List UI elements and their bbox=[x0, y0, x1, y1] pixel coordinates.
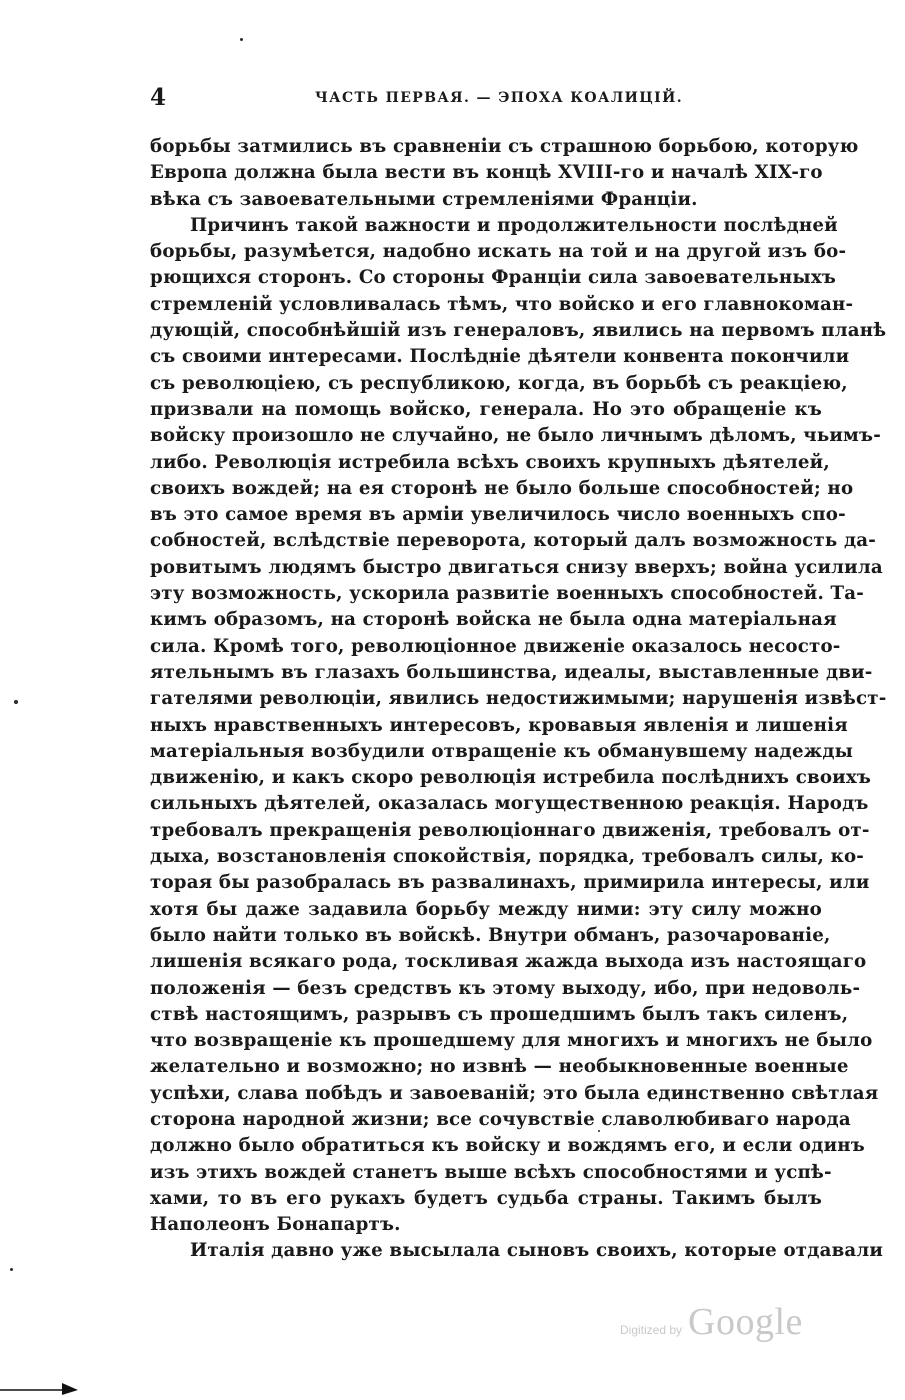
paragraph-start-line: Италія давно уже высылала сыновъ своихъ, которые отдавали bbox=[190, 1240, 884, 1262]
text-line: войску произошло не случайно, не было личнымъ дѣломъ, чьимъ- bbox=[150, 425, 881, 447]
text-line: дыха, возстановленія спокойствія, порядка, требовалъ силы, ко- bbox=[150, 846, 865, 868]
text-line: вѣка съ завоевательными стремленіями Франціи. bbox=[150, 188, 698, 210]
text-line: положенія — безъ средствъ къ этому выходу, ибо, при недоволь- bbox=[150, 977, 861, 999]
text-line: лишенія всякаго рода, тоскливая жажда выхода изъ настоящаго bbox=[150, 951, 867, 973]
text-line: своихъ вождей; на ея сторонѣ не было больше способностей; но bbox=[150, 477, 854, 499]
text-line: должно было обратиться къ войску и вождямъ его, и если одинъ bbox=[150, 1135, 865, 1157]
text-line: стремленій условливалась тѣмъ, что войско и его главнокоман- bbox=[150, 293, 854, 315]
text-line: рющихся сторонъ. Со стороны Франціи сила завоевательныхъ bbox=[150, 267, 837, 289]
text-line: эту возможность, ускорила развитіе военныхъ способностей. Та- bbox=[150, 583, 864, 605]
text-line: въ это самое время въ арміи увеличилось число военныхъ спо- bbox=[150, 504, 846, 526]
text-line: изъ этихъ вождей станетъ выше всѣхъ способностями и успѣ- bbox=[150, 1161, 832, 1183]
text-line: съ своими интересами. Послѣдніе дѣятели конвента покончили bbox=[150, 346, 850, 368]
running-head: ЧАСТЬ ПЕРВАЯ. — ЭПОХА КОАЛИЦІЙ. bbox=[315, 90, 684, 106]
text-line: сторона народной жизни; все сочувствіе славолюбиваго народа bbox=[150, 1108, 851, 1130]
watermark-google-logo: Google bbox=[688, 1301, 803, 1343]
text-line: движенію, и какъ скоро революція истребила послѣднихъ своихъ bbox=[150, 767, 872, 789]
scan-speck bbox=[598, 1130, 600, 1132]
text-line: Европа должна была вести въ концѣ XVIII-го и началѣ XIX-го bbox=[150, 162, 823, 184]
text-line: матеріальныя возбудили отвращеніе къ обманувшему надежды bbox=[150, 740, 854, 762]
text-line: ятельнымъ въ глазахъ большинства, идеалы, выставленные дви- bbox=[150, 661, 873, 683]
text-line: что возвращеніе къ прошедшему для многихъ и многихъ не было bbox=[150, 1030, 873, 1052]
text-line: съ революціею, съ республикою, когда, въ борьбѣ съ реакціею, bbox=[150, 372, 848, 394]
paragraph-start-line: Причинъ такой важности и продолжительности послѣдней bbox=[190, 214, 838, 236]
text-line: призвали на помощь войско, генерала. Но это обращеніе къ bbox=[150, 398, 822, 420]
corner-arrow-icon bbox=[0, 1381, 80, 1395]
text-line: хотя бы даже задавила борьбу между ними: эту силу можно bbox=[150, 898, 822, 920]
page-number: 4 bbox=[150, 84, 167, 111]
scan-speck bbox=[10, 1268, 13, 1271]
text-line: сила. Кромѣ того, революціонное движеніе оказалось несосто- bbox=[150, 635, 841, 657]
google-watermark bbox=[620, 1300, 803, 1344]
text-line: дующій, способнѣйшій изъ генераловъ, явились на первомъ планѣ bbox=[150, 320, 887, 342]
text-line: было найти только въ войскѣ. Внутри обманъ, разочарованіе, bbox=[150, 924, 831, 946]
text-line: собностей, вслѣдствіе переворота, который далъ возможность да- bbox=[150, 530, 877, 552]
watermark-digitized-label: Digitized by bbox=[620, 1323, 683, 1337]
text-line: успѣхи, слава побѣдъ и завоеваній; это была единственно свѣтлая bbox=[150, 1082, 879, 1104]
text-line: требовалъ прекращенія революціоннаго движенія, требовалъ от- bbox=[150, 819, 870, 841]
body-text bbox=[150, 134, 887, 1265]
text-line: сильныхъ дѣятелей, оказалась могущественною реакція. Народъ bbox=[150, 793, 869, 815]
text-line: либо. Революція истребила всѣхъ своихъ крупныхъ дѣятелей, bbox=[150, 451, 830, 473]
text-line: хами, то въ его рукахъ будетъ судьба страны. Такимъ былъ bbox=[150, 1187, 822, 1209]
text-line: ствѣ настоящимъ, разрывъ съ прошедшимъ былъ такъ силенъ, bbox=[150, 1003, 849, 1025]
text-line: ныхъ нравственныхъ интересовъ, кровавыя явленія и лишенія bbox=[150, 714, 848, 736]
text-line: ровитымъ людямъ быстро двигаться снизу вверхъ; война усилила bbox=[150, 556, 883, 578]
text-line: Наполеонъ Бонапартъ. bbox=[150, 1214, 401, 1236]
text-line: торая бы разобралась въ развалинахъ, примирила интересы, или bbox=[150, 872, 870, 894]
text-line: желательно и возможно; но извнѣ — необыкновенные военные bbox=[150, 1056, 849, 1078]
text-line: кимъ образомъ, на сторонѣ войска не была одна матеріальная bbox=[150, 609, 837, 631]
text-line: борьбы затмились въ сравненіи съ страшною борьбою, которую bbox=[150, 136, 859, 157]
text-line: гателями революціи, явились недостижимыми; нарушенія извѣст- bbox=[150, 688, 887, 710]
page-header bbox=[150, 84, 822, 110]
scan-speck bbox=[14, 700, 18, 704]
scan-speck bbox=[240, 38, 243, 41]
text-line: борьбы, разумѣется, надобно искать на той и на другой изъ бо- bbox=[150, 241, 847, 263]
